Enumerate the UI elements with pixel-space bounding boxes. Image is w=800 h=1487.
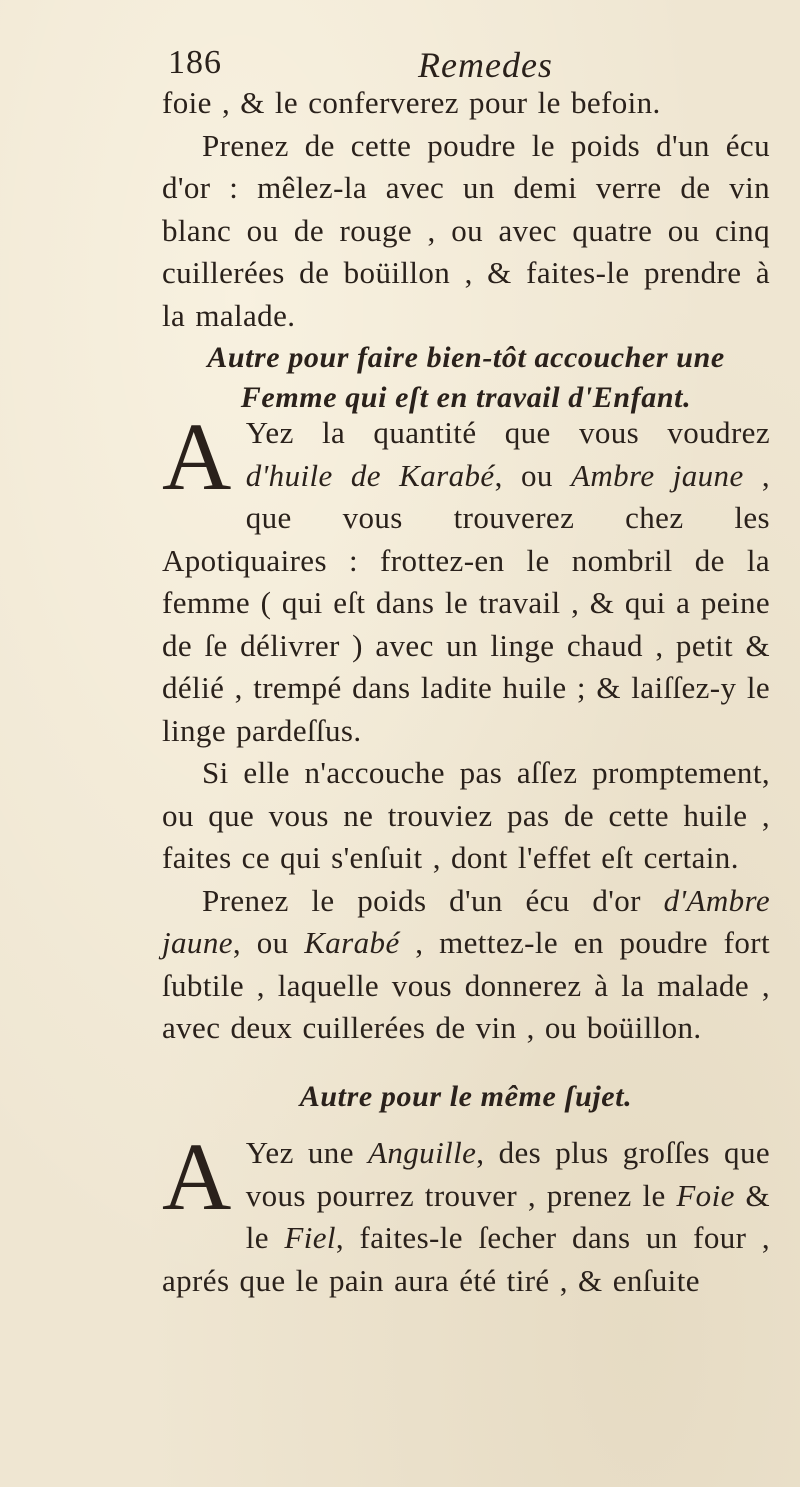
page-number: 186 bbox=[168, 44, 222, 81]
italic-term: Fiel bbox=[284, 1220, 336, 1255]
drop-cap: A bbox=[162, 1123, 232, 1230]
section-body bbox=[162, 1123, 770, 1302]
italic-term: d'huile de Karabé bbox=[245, 457, 495, 493]
paragraph: Prenez de cette poudre le poids d'un écu d'or : mêlez-la avec un demi verre de vin blanc ou de rouge , ou avec quatre ou cinq cuillerées de boüillon , & faites-le prendre à la malade. bbox=[162, 127, 770, 333]
text-run: , que vous trouverez chez les Apotiquaires : frottez-en le nombril de la femme ( qui eſt dans le travail , & qui a peine de ſe délivrer ) avec un linge chaud , petit & délié , trempé dans ladite huile ; & laiſſez-y le linge pardeſſus. bbox=[162, 457, 770, 748]
section-body bbox=[162, 403, 771, 1050]
text-run: , mettez-le en poudre fort ſubtile , laquelle vous donnerez à la malade , avec deux cuillerées de vin , ou boüillon. bbox=[162, 925, 771, 1045]
continued-line: foie , & le conferverez pour le befoin. bbox=[162, 85, 661, 120]
continued-paragraph-block bbox=[162, 82, 770, 337]
text-run: Yez la quantité que vous voudrez bbox=[245, 415, 770, 450]
paragraph bbox=[162, 1123, 770, 1302]
text-run: , des plus groſſes que vous pourrez trouver , prenez le bbox=[245, 1135, 770, 1213]
text-run: Yez une bbox=[245, 1135, 369, 1170]
text-run: , faites-le ſecher dans un four , aprés que le pain aura été tiré , & enſuite bbox=[162, 1220, 770, 1298]
text-run: & le bbox=[245, 1177, 770, 1255]
text-run: , ou bbox=[494, 457, 571, 493]
italic-term: Anguille bbox=[368, 1135, 477, 1170]
paragraph bbox=[162, 880, 770, 1050]
text-run: , ou bbox=[232, 925, 305, 960]
italic-term: d'Ambre jaune bbox=[162, 882, 770, 960]
section-heading: Autre pour faire bien-tôt accoucher une Femme qui eſt en travail d'Enfant. bbox=[207, 341, 725, 414]
italic-term: Foie bbox=[676, 1177, 735, 1213]
running-head: Remedes bbox=[418, 45, 553, 85]
section-heading: Autre pour le même ſujet. bbox=[299, 1080, 633, 1113]
drop-cap: A bbox=[162, 403, 232, 510]
italic-term: Ambre jaune bbox=[571, 457, 744, 493]
paragraph: Si elle n'accouche pas aſſez promptement, ou que vous ne trouviez pas de cette huile , faites ce qui s'enſuit , dont l'effet eſt certain. bbox=[162, 755, 770, 875]
text-run: Prenez le poids d'un écu d'or bbox=[202, 882, 664, 918]
italic-term: Karabé bbox=[304, 925, 400, 960]
paragraph bbox=[162, 403, 770, 752]
